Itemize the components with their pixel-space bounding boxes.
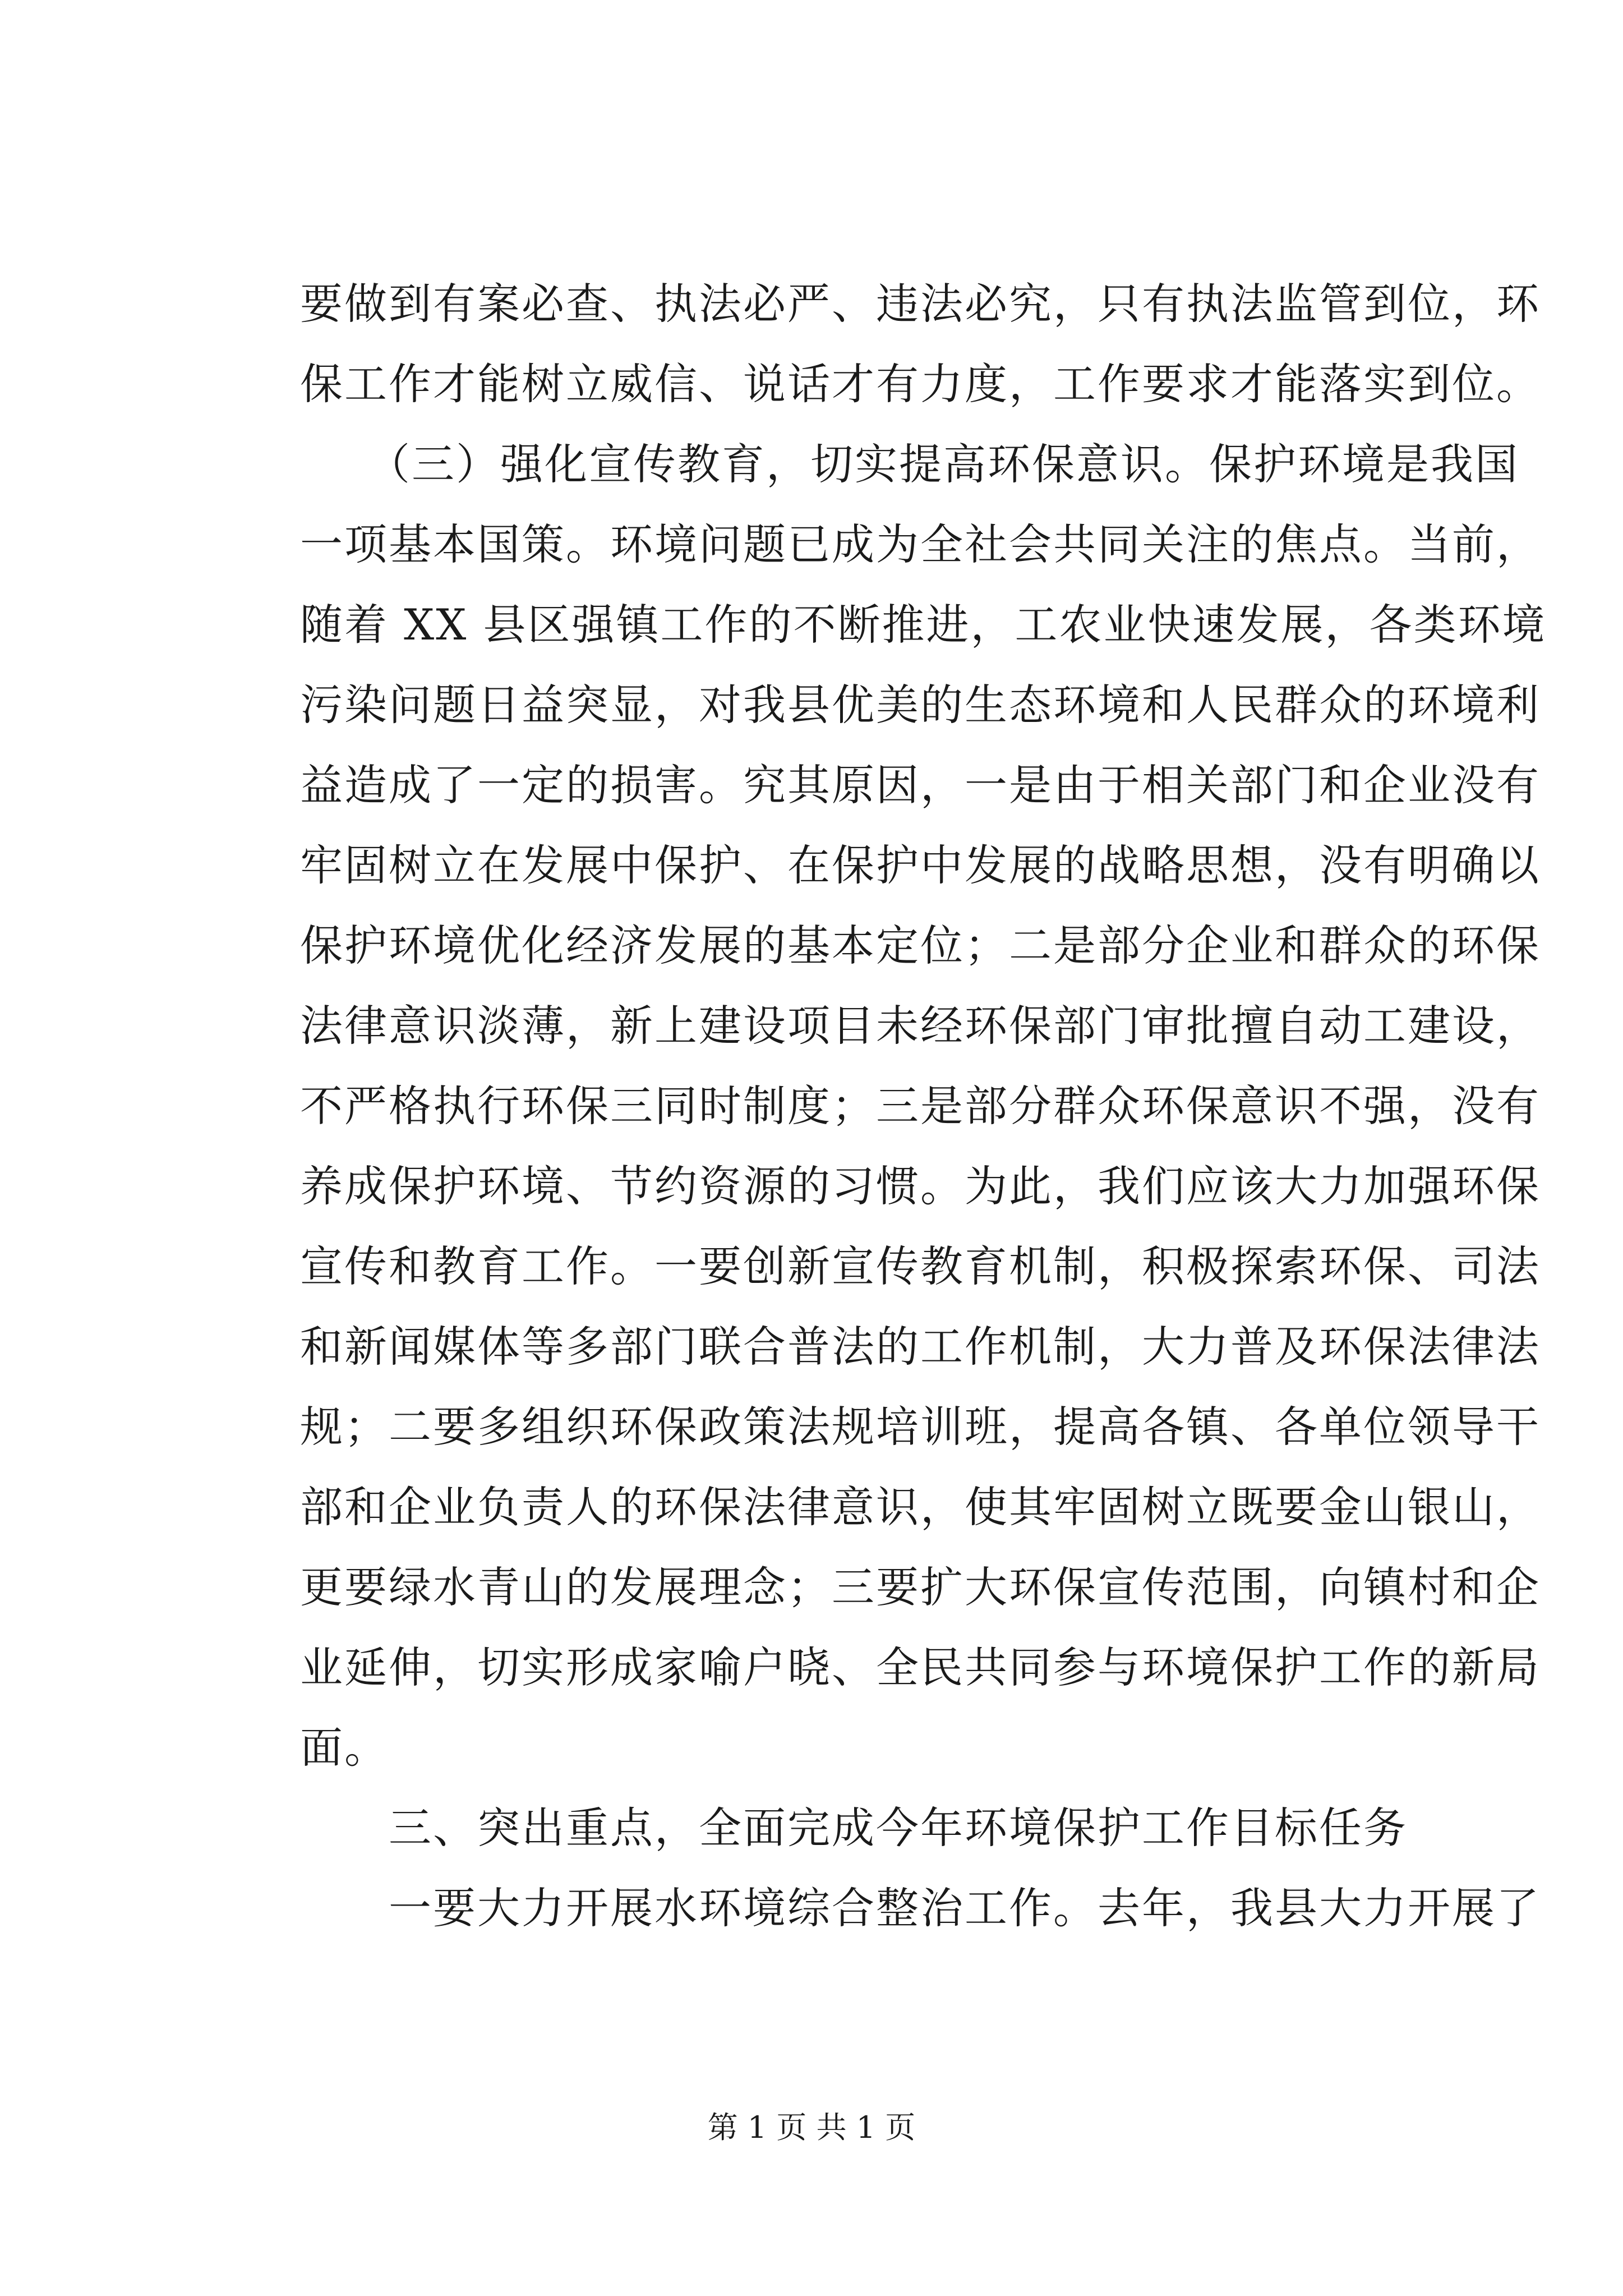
text-line: 一项基本国策。环境问题已成为全社会共同关注的焦点。当前， — [300, 519, 1541, 569]
text-line: 业延伸，切实形成家喻户晓、全民共同参与环境保护工作的新局 — [300, 1642, 1541, 1692]
text-line: 更要绿水青山的发展理念；三要扩大环保宣传范围，向镇村和企 — [300, 1562, 1541, 1612]
text-line: 随着 XX 县区强镇工作的不断推进，工农业快速发展，各类环境 — [300, 600, 1547, 650]
text-line: 规；二要多组织环保政策法规培训班，提高各镇、各单位领导干 — [300, 1402, 1541, 1452]
text-line: 保工作才能树立威信、说话才有力度，工作要求才能落实到位。 — [300, 359, 1541, 409]
text-line: 部和企业负责人的环保法律意识，使其牢固树立既要金山银山， — [300, 1482, 1541, 1532]
text-line: 污染问题日益突显，对我县优美的生态环境和人民群众的环境利 — [300, 680, 1541, 730]
section-heading: 三、突出重点，全面完成今年环境保护工作目标任务 — [300, 1803, 1408, 1853]
body-text — [300, 264, 1547, 1948]
text-line: 法律意识淡薄，新上建设项目未经环保部门审批擅自动工建设， — [300, 1001, 1541, 1051]
text-line: 一要大力开展水环境综合整治工作。去年，我县大力开展了 — [300, 1883, 1541, 1933]
text-line: 牢固树立在发展中保护、在保护中发展的战略思想，没有明确以 — [300, 840, 1541, 890]
page-footer: 第 1 页 共 1 页 — [707, 2110, 916, 2145]
text-line: 保护环境优化经济发展的基本定位；二是部分企业和群众的环保 — [300, 921, 1541, 970]
text-line: 和新闻媒体等多部门联合普法的工作机制，大力普及环保法律法 — [300, 1322, 1541, 1372]
text-line: 面。 — [300, 1723, 389, 1773]
text-line: （三）强化宣传教育，切实提高环保意识。保护环境是我国 — [300, 439, 1519, 489]
text-line: 要做到有案必查、执法必严、违法必究，只有执法监管到位，环 — [300, 279, 1541, 329]
text-line: 益造成了一定的损害。究其原因，一是由于相关部门和企业没有 — [300, 760, 1541, 810]
text-line: 宣传和教育工作。一要创新宣传教育机制，积极探索环保、司法 — [300, 1241, 1541, 1291]
text-line: 不严格执行环保三同时制度；三是部分群众环保意识不强，没有 — [300, 1081, 1541, 1131]
text-line: 养成保护环境、节约资源的习惯。为此，我们应该大力加强环保 — [300, 1161, 1541, 1211]
